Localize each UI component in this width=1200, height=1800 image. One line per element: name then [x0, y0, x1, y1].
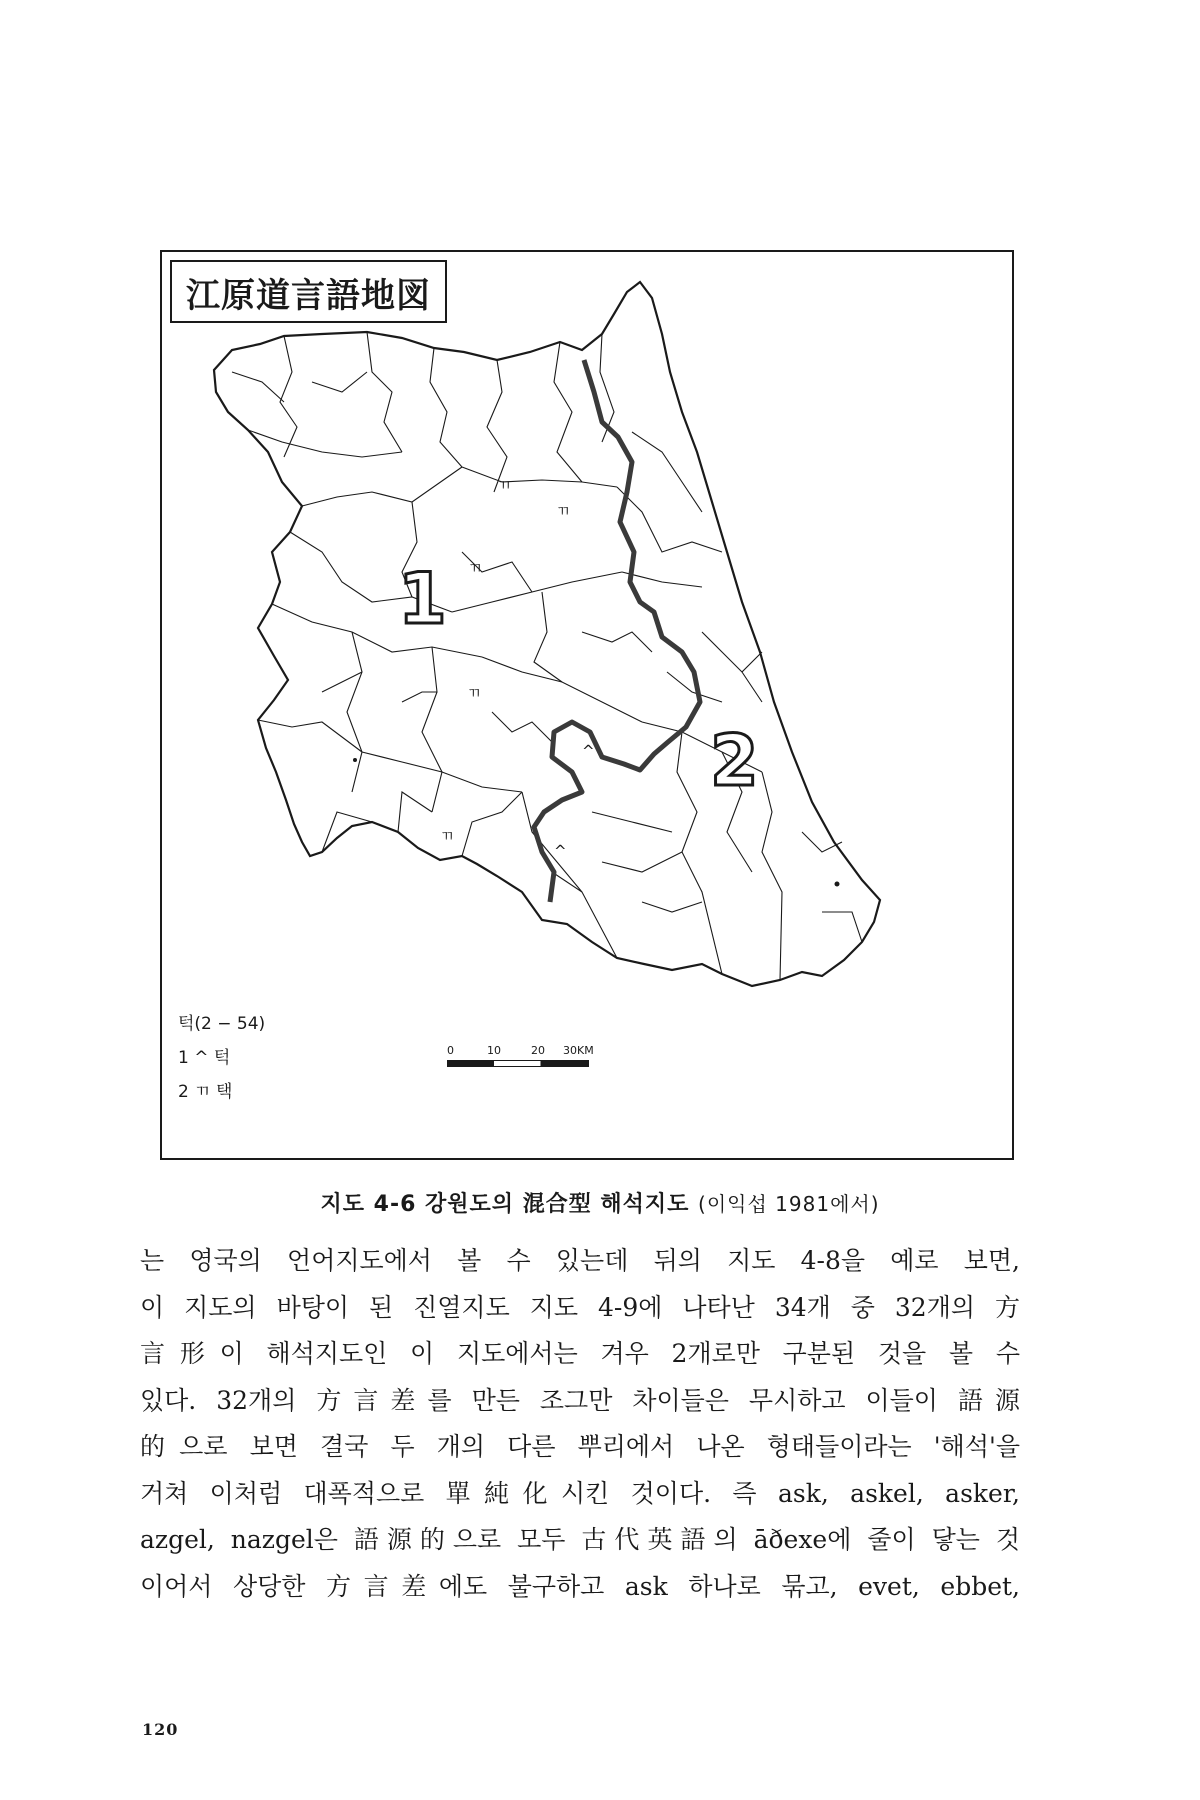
caption-source: (이익섭 1981에서) — [698, 1192, 880, 1216]
scale-bar — [447, 1044, 597, 1067]
scale-tick: 20 — [531, 1044, 545, 1057]
dialect-mark-s: ^ — [582, 742, 595, 760]
page-number: 120 — [142, 1720, 179, 1739]
legend-item: 1 ^ 턱 — [178, 1048, 231, 1068]
coast-dot — [353, 758, 357, 762]
text-line: 있다. 32개의 方言差를 만든 조그만 차이들은 무시하고 이들이 語源 — [140, 1385, 1020, 1415]
caption-label: 지도 4-6 강원도의 混合型 해석지도 — [320, 1192, 690, 1217]
figure-caption — [0, 1187, 1200, 1218]
coast-dot — [835, 882, 840, 887]
body-text — [140, 1238, 1020, 1610]
legend-title: 턱(2 − 54) — [178, 1014, 266, 1034]
map-legend — [178, 1007, 265, 1109]
district-boundaries — [232, 332, 862, 980]
region-label-2: 2 — [710, 720, 759, 802]
region-label-1: 1 — [398, 558, 447, 640]
gangwon-map — [162, 252, 1012, 1158]
scale-tick: 0 — [447, 1044, 454, 1057]
map-figure — [160, 250, 1014, 1160]
dialect-mark-kk: ㄲ — [467, 684, 482, 702]
scale-tick: 10 — [487, 1044, 501, 1057]
text-line: 이어서 상당한 方言差에도 불구하고 ask 하나로 묶고, evet, ebbet, — [140, 1571, 1020, 1601]
text-line: 는 영국의 언어지도에서 볼 수 있는데 뒤의 지도 4-8을 예로 보면, — [140, 1246, 1020, 1275]
text-line: 거쳐 이처럼 대폭적으로 單純化시킨 것이다. 즉 ask, askel, asker, — [140, 1478, 1020, 1508]
dialect-mark-kk: ㄲ — [440, 827, 455, 845]
dialect-mark-kk: ㄲ — [556, 502, 571, 520]
text-line: 言形이 해석지도인 이 지도에서는 겨우 2개로만 구분된 것을 볼 수 — [140, 1339, 1020, 1368]
dialect-mark-kk: ㄲ — [468, 559, 483, 577]
text-line: azgel, nazgel은 語源的으로 모두 古代英語의 āðexe에 줄이 닿는 것 — [140, 1525, 1020, 1554]
text-line: 的으로 보면 결국 두 개의 다른 뿌리에서 나온 형태들이라는 '해석'을 — [140, 1432, 1020, 1461]
province-outline — [214, 282, 880, 986]
dialect-mark-s: ^ — [554, 842, 567, 860]
text-line: 이 지도의 바탕이 된 진열지도 지도 4-9에 나타난 34개 중 32개의 方 — [140, 1292, 1020, 1322]
isogloss-line — [534, 360, 700, 902]
legend-item: 2 ㄲ 택 — [178, 1082, 233, 1102]
dialect-mark-kk: ㄲ — [497, 476, 512, 494]
map-title: 江原道言語地図 — [170, 260, 447, 323]
scale-tick: 30KM — [563, 1044, 594, 1057]
